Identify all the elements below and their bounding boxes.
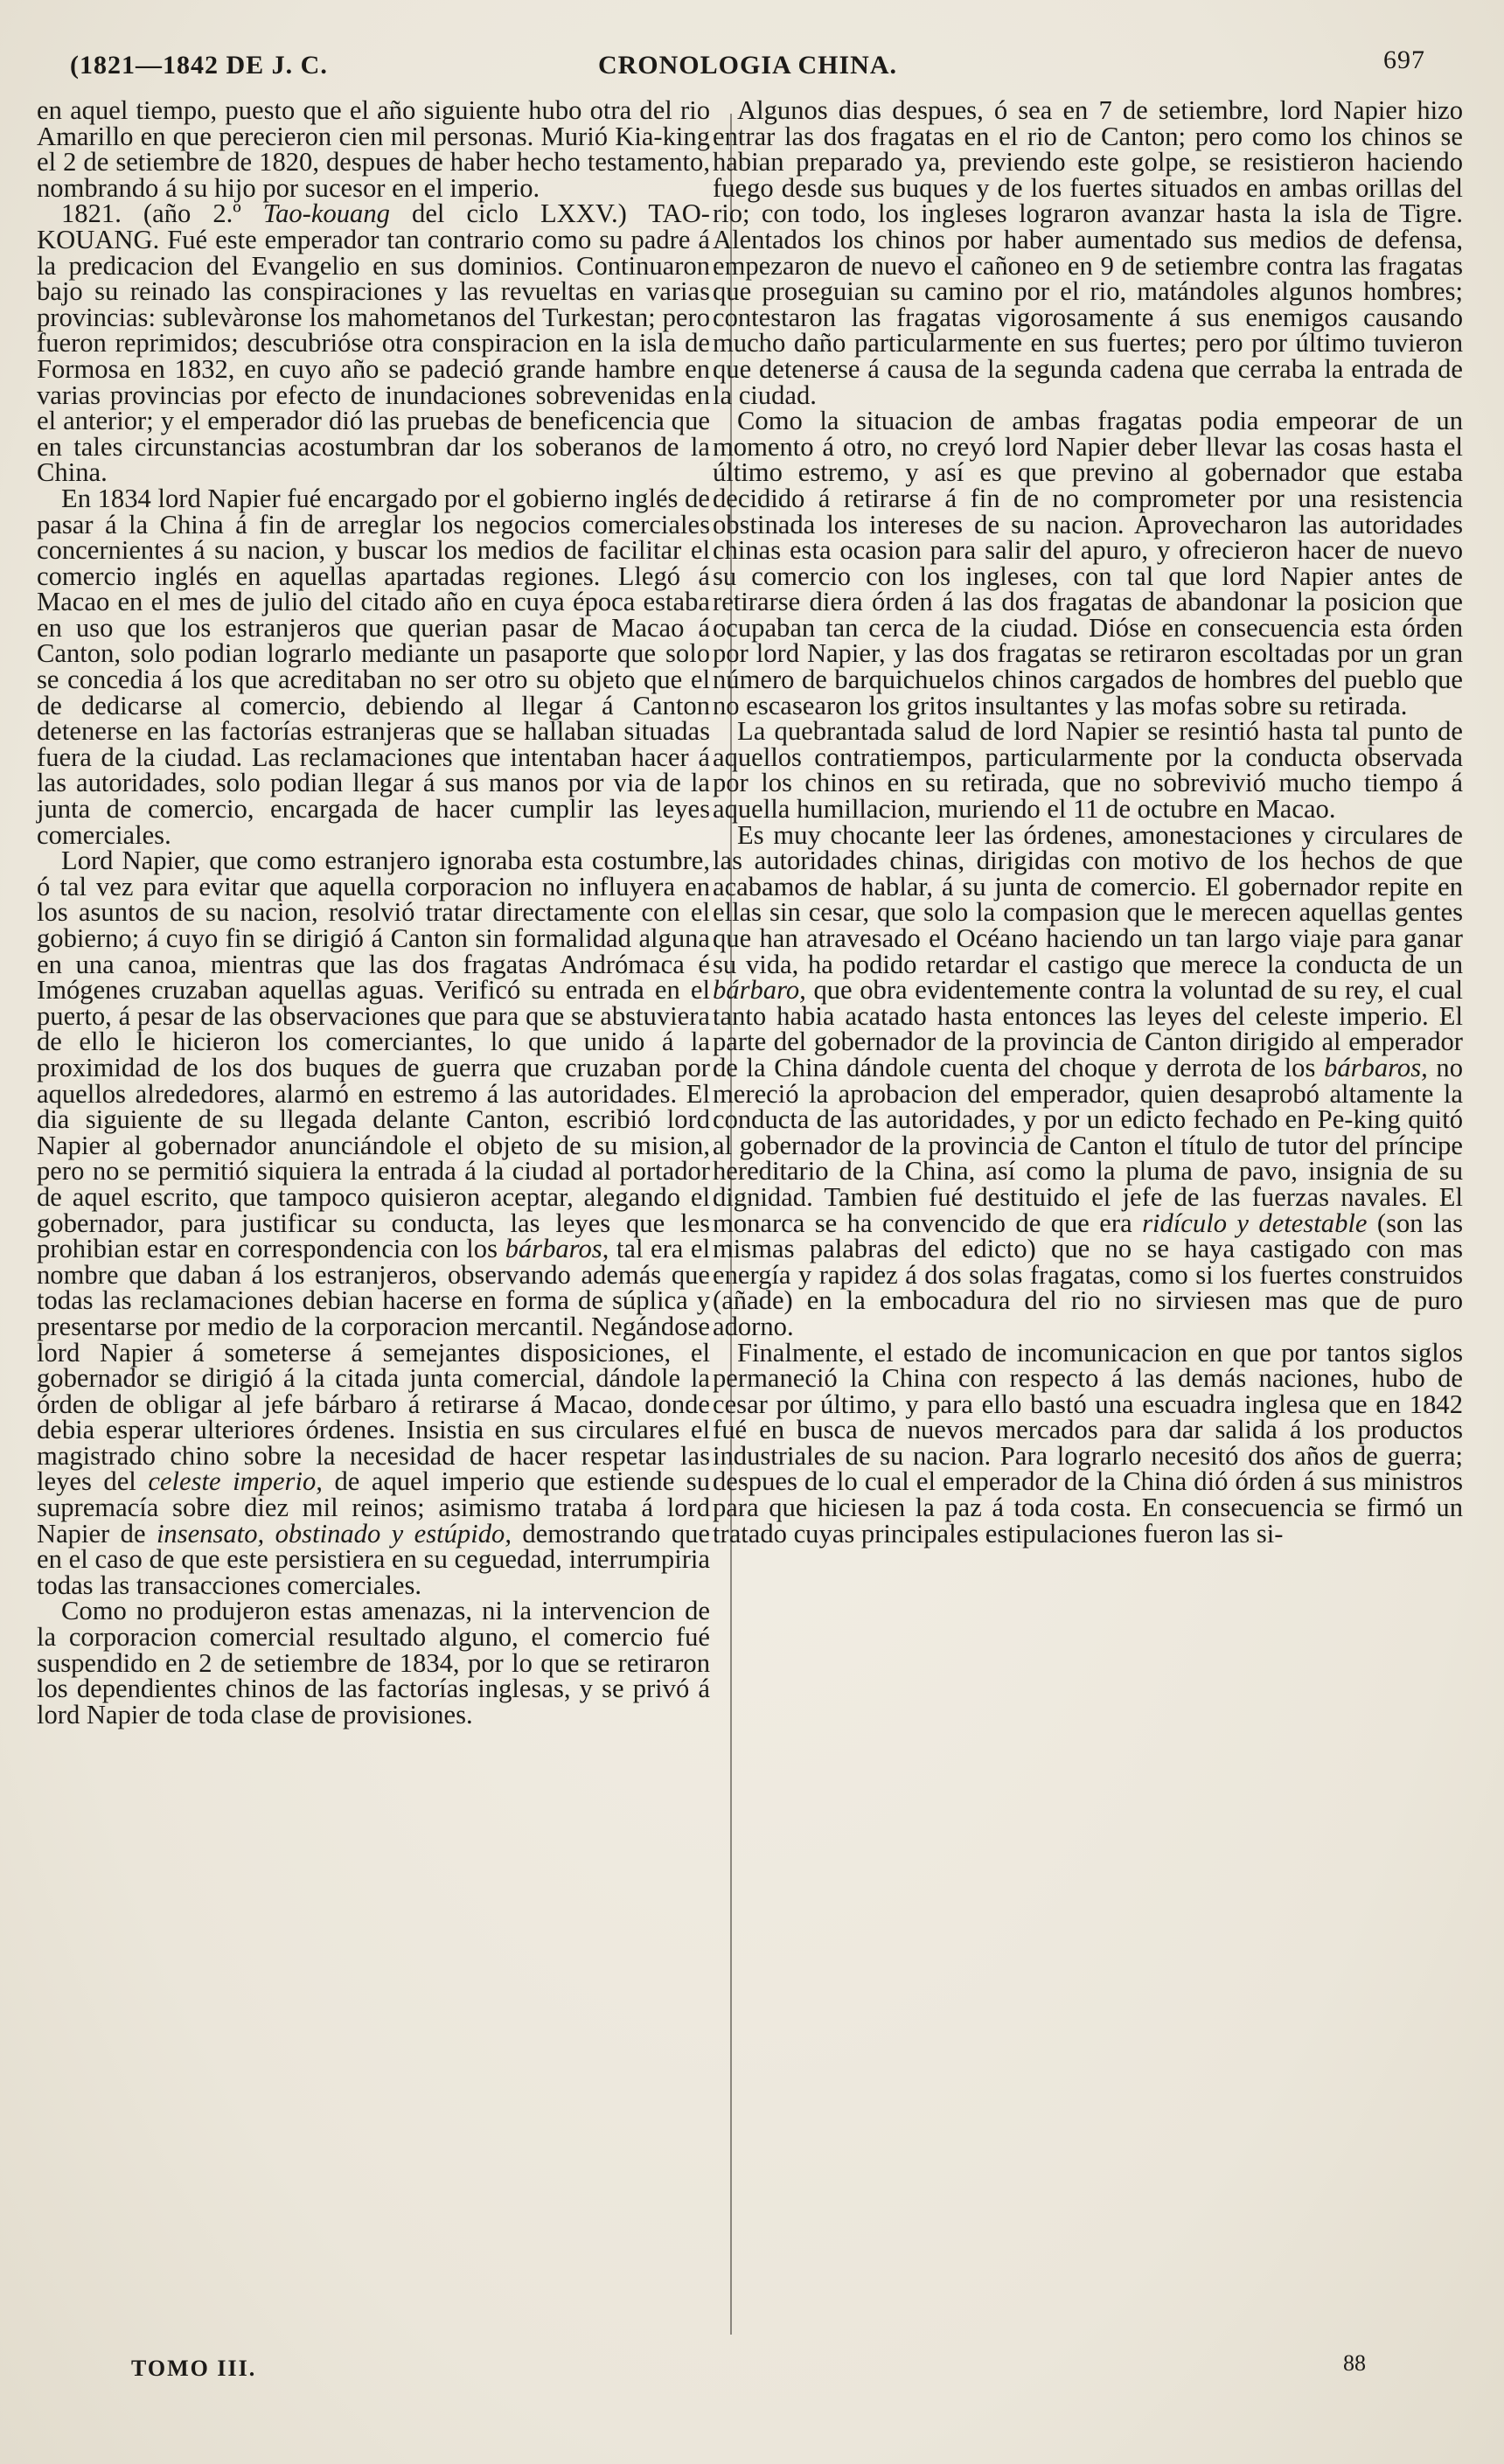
paragraph — [713, 819, 1464, 1341]
footer-signature: 88 — [1343, 2350, 1366, 2376]
italic-term: insensato, obstinado y estúpido, — [156, 1518, 512, 1549]
paragraph: Algunos dias despues, ó sea en 7 de setiembre, lord Napier hizo entrar las dos fragatas en el rio de Canton; pero como los chinos se habian preparado ya, previendo este golpe, se resistieron haciendo fuego desde sus buques y de los fuertes situados en ambas orillas del rio; con todo, los ingleses lograron avanzar hasta la isla de Tigre. Alentados los chinos por haber aumentado sus medios de defensa, empezaron de nuevo el cañoneo en 9 de setiembre contra las fragatas que proseguian su camino por el rio, matándoles algunos hombres; contestaron las fragatas vigorosamente á sus enemigos causando mucho daño particularmente en sus fuertes; pero por último tuvieron que detenerse á causa de la segunda cadena que cerraba la entrada de la ciudad. — [713, 95, 1463, 410]
italic-term: bárbaros, — [1324, 1052, 1428, 1082]
text-run: que obra evidentemente contra la voluntad de su rey, el cual tanto habia acatado hasta entonces las leyes del celeste imperio. El parte del gobernador de la provincia de Canton dirigido al emperador de la China dándole cuenta del choque y derrota de los — [713, 975, 1463, 1082]
header-date-range: (1821—1842 DE J. C. — [70, 51, 328, 80]
right-column — [713, 95, 1464, 1549]
text-run: (son las mismas palabras del edicto) que no se haya castigado con mas energía y rapidez á dos solas fragatas, como si los fuertes construidos (añade) en la embocadura del rio no sirviesen mas que de puro adorno. — [713, 1208, 1464, 1341]
paragraph: La quebrantada salud de lord Napier se resintió hasta tal punto de aquellos contratiempos, particularmente por la conducta observada por los chinos en su retirada, que no sobrevivió mucho tiempo á aquella humillacion, muriendo el 11 de octubre en Macao. — [713, 716, 1463, 825]
text-run: demostrando que en el caso de que este persistiera en su ceguedad, interrumpiria todas las transacciones comerciales. — [37, 1518, 710, 1600]
text-run: tal era el nombre que daban á los estranjeros, observando además que todas las reclamaciones debian hacerse en forma de súplica y presentarse por medio de la corporacion mercantil. Negándose lord Napier á someterse á semejantes disposiciones, el gobernador se dirigió á la citada junta comercial, dándole la órden de obligar al jefe bárbaro á retirarse á Macao, donde debia esperar ulteriores órdenes. Insistia en sus circulares el magistrado chino sobre la necesidad de hacer respetar las leyes del — [37, 1234, 710, 1497]
text-run: (año 2.º — [143, 198, 241, 229]
italic-term: Tao-kouang — [262, 198, 390, 229]
text-run: del ciclo LXXV.) TAO-KOUANG. Fué este emperador tan contrario como su padre á la predicacion del Evangelio en sus dominios. Continuaron bajo su reinado las conspiraciones y las revueltas en varias provincias: sublevàronse los mahometanos del Turkestan; pero fueron reprimidos; descubrióse otra conspiracion en la isla de Formosa en 1832, en cuyo año se padeció grande hambre en varias provincias por efecto de inundaciones sobrevenidas en el anterior; y el emperador dió las pruebas de beneficencia que en tales circunstancias acostumbran dar los soberanos de la China. — [37, 198, 710, 488]
paragraph: En 1834 lord Napier fué encargado por el gobierno inglés de pasar á la China á fin de arreglar los negocios comerciales concernientes á su nacion, y buscar los medios de facilitar el comercio inglés en aquellas apartadas regiones. Llegó á Macao en el mes de julio del citado año en cuya época estaba en uso que los estranjeros que querian pasar de Macao á Canton, solo podian lograrlo mediante un pasaporte que solo se concedia á los que acreditaban no ser otro su objeto que el de dedicarse al comercio, debiendo al llegar á Canton detenerse en las factorías estranjeras que se hallaban situadas fuera de la ciudad. Las reclamaciones que intentaban hacer á las autoridades, solo podian llegar á sus manos por via de la junta de comercio, encargada de hacer cumplir las leyes comerciales. — [37, 483, 710, 850]
paragraph: Finalmente, el estado de incomunicacion en que por tantos siglos permaneció la China con respecto á las demás naciones, hubo de cesar por último, y para ello bastó una escuadra inglesa que en 1842 fué en busca de nuevos mercados para dar salida á los productos industriales de su nacion. Para lograrlo necesitó dos años de guerra; despues de lo cual el emperador de la China dió órden á sus ministros para que hiciesen la paz á toda costa. En consecuencia se firmó un tratado cuyas principales estipulaciones fueron las si- — [713, 1337, 1463, 1549]
paragraph — [37, 848, 710, 1598]
text-run: no mereció la aprobacion del emperador, quien desaprobó altamente la conducta de las autoridades, y por un edicto fechado en Pe-king quitó al gobernador de la provincia de Canton el título de tutor del príncipe hereditario de la China, así como la pluma de pavo, insignia de su dignidad. Tambien fué destituido el jefe de las fuerzas navales. El monarca se ha convencido de que era — [713, 1052, 1464, 1238]
page-number: 697 — [1383, 45, 1425, 74]
paragraph — [37, 198, 710, 488]
header-title: CRONOLOGIA CHINA. — [597, 51, 898, 80]
running-header — [70, 45, 1425, 89]
paragraph: Como la situacion de ambas fragatas podia empeorar de un momento á otro, no creyó lord Napier deber llevar las cosas hasta el último estremo, y así es que previno al gobernador que estaba decidido á retirarse á fin de no comprometer por una resistencia obstinada los intereses de su nacion. Aprovecharon las autoridades chinas esta ocasion para salir del apuro, y ofrecieron hacer de nuevo su comercio con los ingleses, con tal que lord Napier antes de retirarse diera órden á las dos fragatas de abandonar la posicion que ocupaban tan cerca de la ciudad. Dióse en consecuencia esta órden por lord Napier, y las dos fragatas se retiraron escoltadas por un gran número de barquichuelos chinos cargados de hombres del pueblo que no escasearon los gritos insultantes y las mofas sobre su retirada. — [713, 406, 1463, 720]
italic-term: celeste imperio, — [148, 1466, 323, 1497]
footer-volume: TOMO III. — [131, 2356, 257, 2381]
text-run: Lord Napier, que como estranjero ignoraba esta costumbre, ó tal vez para evitar que aquella corporacion no influyera en los asuntos de su nacion, resolvió tratar directamente con el gobierno; á cuyo fin se dirigió á Canton sin formalidad alguna en una canoa, mientras que las dos fragatas Andrómaca é Imógenes cruzaban aquellas aguas. Verificó su entrada en el puerto, á pesar de las observaciones que para que se abstuviera de ello le hicieron los comerciantes, lo que unido á la proximidad de los dos buques de guerra que cruzaban por aquellos alrededores, alarmó en estremo á las autoridades. El dia siguiente de su llegada delante Canton, escribió lord Napier al gobernador anunciándole el objeto de su mision, pero no se permitió siquiera la entrada á la ciudad al portador de aquel escrito, que tampoco quisieron aceptar, alegando el gobernador, para justificar su conducta, las leyes que les prohibian estar en correspondencia con los — [37, 846, 710, 1264]
paragraph: Como no produjeron estas amenazas, ni la intervencion de la corporacion comercial resultado alguno, el comercio fué suspendido en 2 de setiembre de 1834, por lo que se retiraron los dependientes chinos de las factorías inglesas, y se privó á lord Napier de toda clase de provisiones. — [37, 1596, 710, 1730]
italic-term: bárbaros, — [505, 1234, 609, 1264]
left-column — [37, 95, 711, 1730]
text-run: de aquel imperio que estiende su supremacía sobre diez mil reinos; asimismo trataba á lord Napier de — [37, 1466, 711, 1549]
year-1821: 1821. — [61, 198, 122, 229]
text-run: Es muy chocante leer las órdenes, amonestaciones y circulares de las autoridades chinas, dirigidas con motivo de los hechos de que acabamos de hablar, á su junta de comercio. El gobernador repite en ellas sin cesar, que solo la compasion que le merecen aquellas gentes que han atravesado el Océano haciendo un tan largo viaje para ganar su vida, ha podido retardar el castigo que merece la conducta de un — [713, 819, 1463, 979]
italic-term: bárbaro, — [713, 975, 806, 1006]
italic-term: ridículo y detestable — [1142, 1208, 1368, 1238]
paragraph: en aquel tiempo, puesto que el año siguiente hubo otra del rio Amarillo en que perecieron cien mil personas. Murió Kia-king el 2 de setiembre de 1820, despues de haber hecho testamento, nombrando á su hijo por sucesor en el imperio. — [37, 95, 710, 203]
